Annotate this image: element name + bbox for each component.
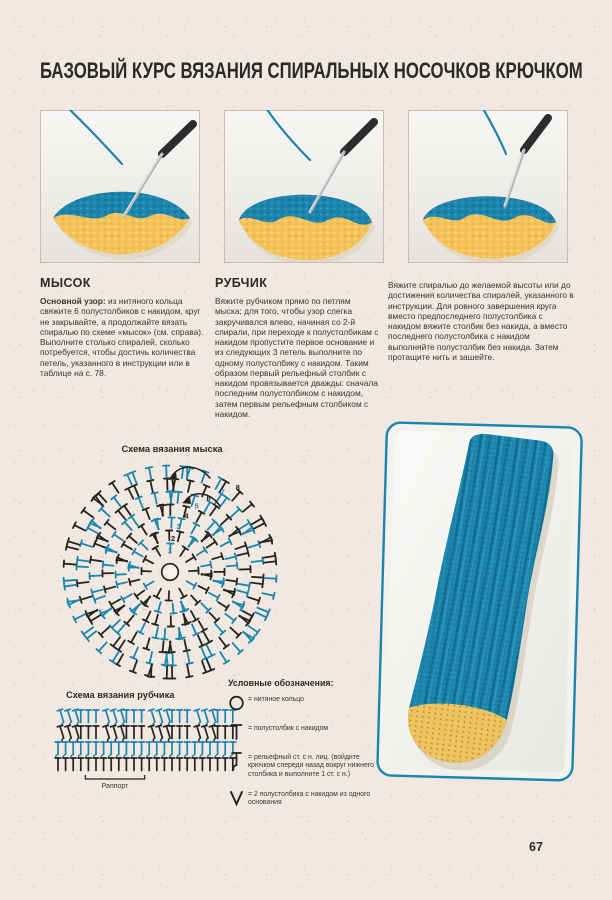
section-body: Вяжите рубчиком прямо по петлям мыска; для того, чтобы узор слегка закручивался влево, начиная со 2-й спирали, при переходе к полустолбикам с накидом пропустите первое основание и из следующих 3 петель выполните по одному полустолбику с накидом. Таким образом первый рельефный столбик с накидом провязывается дважды: сначала последним полустолбиком с накидом, затем первым рельефным столбиком с накидом. — [215, 296, 379, 419]
step-photo-1 — [40, 110, 200, 263]
legend-item: = рельефный ст. с н. лиц. (войдите крючком спереди назад вокруг нижнего столбика и выполните 1 ст. с н.) — [228, 751, 380, 779]
svg-text:5: 5 — [194, 501, 199, 511]
step-photo-2 — [224, 110, 384, 263]
2hdc-icon — [228, 788, 248, 808]
svg-text:6: 6 — [206, 493, 211, 503]
legend-item: = нитяное кольцо — [228, 693, 380, 713]
svg-text:3: 3 — [176, 522, 181, 532]
section-body: Основной узор: из нитяного кольца свяжите 6 полустолбиков с накидом, круг не закрывайте, а продолжайте вязать спиралью по схеме «мысок» (см. справа). Выполните столько спиралей, сколько потребуется, чтобы достичь количества петель, указанного в инструкции или в таблице на с. 78. — [40, 296, 204, 378]
svg-text:7: 7 — [220, 487, 225, 497]
rib-crochet-chart — [50, 702, 248, 792]
section-rubchik — [215, 276, 379, 419]
finished-sock-photo — [376, 420, 584, 788]
page-title: БАЗОВЫЙ КУРС ВЯЗАНИЯ СПИРАЛЬНЫХ НОСОЧКОВ КРЮЧКОМ — [40, 57, 583, 83]
toe-chart-title: Схема вязания мыска — [121, 444, 223, 454]
svg-text:Раппорт: Раппорт — [101, 783, 129, 790]
front-post-dc-icon — [228, 751, 248, 771]
section-heading: МЫСОК — [40, 276, 91, 290]
hdc-icon — [228, 722, 248, 742]
section-mysok — [40, 276, 208, 378]
svg-text:1: 1 — [167, 546, 172, 556]
sock-image — [376, 420, 584, 788]
section-heading: РУБЧИК — [215, 276, 268, 290]
page-number: 67 — [529, 840, 543, 854]
crochet-toe-image — [40, 110, 200, 263]
thread-ring-icon — [228, 693, 248, 713]
crochet-toe-image — [224, 110, 384, 263]
legend-item: = 2 полустолбика с накидом из одного основания — [228, 788, 380, 808]
section-finish — [388, 280, 574, 362]
rib-chart-title: Схема вязания рубчика — [66, 690, 175, 700]
crochet-toe-image — [408, 110, 568, 263]
legend-item: = полустолбик с накидом — [228, 722, 380, 742]
symbol-legend — [228, 678, 380, 817]
svg-text:8: 8 — [235, 483, 240, 493]
section-body: Вяжите спиралью до желаемой высоты или до достижения количества спиралей, указанного в инструкции. Для ровного завершения круга вместо предпоследнего полустолбика с накидом вяжите столбик без накида, а вместо последнего полустолбика с накидом выполняйте полустолбик без накида. Затем протащите нить и зашейте. — [388, 280, 574, 362]
step-photo-3 — [408, 110, 568, 263]
legend-title: Условные обозначения: — [228, 678, 334, 688]
toe-crochet-chart — [50, 456, 294, 686]
svg-text:4: 4 — [184, 511, 189, 521]
svg-text:2: 2 — [170, 533, 176, 543]
